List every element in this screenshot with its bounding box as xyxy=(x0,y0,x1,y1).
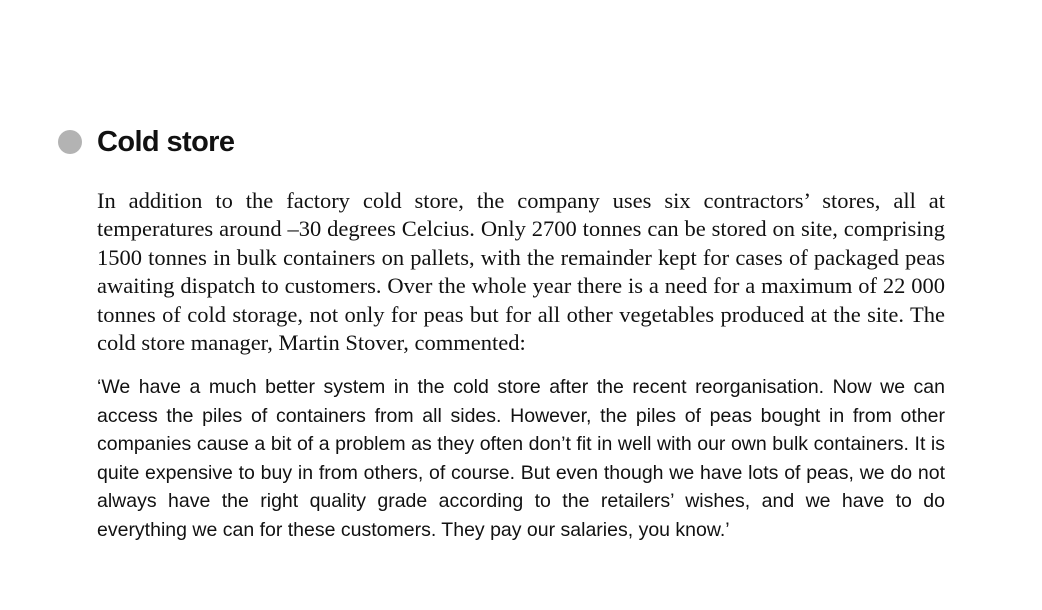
section-title: Cold store xyxy=(97,126,235,158)
body-paragraph: In addition to the factory cold store, the company uses six contractors’ stores, all at temperatures around –30 degrees Celcius. Only 2700 tonnes can be stored on site, comprising 1500 tonnes in bulk containers on pallets, with the remainder kept for cases of packaged peas awaiting dispatch to customers. Over the whole year there is a need for a maximum of 22 000 tonnes of cold storage, not only for peas but for all other vegetables produced at the site. The cold store manager, Martin Stover, commented: xyxy=(97,188,945,356)
bullet-icon xyxy=(58,130,82,154)
quote-paragraph: ‘We have a much better system in the cold store after the recent reorganisation. Now we can access the piles of containers from all sides. However, the piles of peas bought in from other companies cause a bit of a problem as they often don’t fit in well with our own bulk containers. It is quite expensive to buy in from others, of course. But even though we have lots of peas, we do not always have the right quality grade according to the retailers’ wishes, and we have to do everything we can for these customers. They pay our salaries, you know.’ xyxy=(97,376,945,541)
section-header xyxy=(58,122,234,162)
